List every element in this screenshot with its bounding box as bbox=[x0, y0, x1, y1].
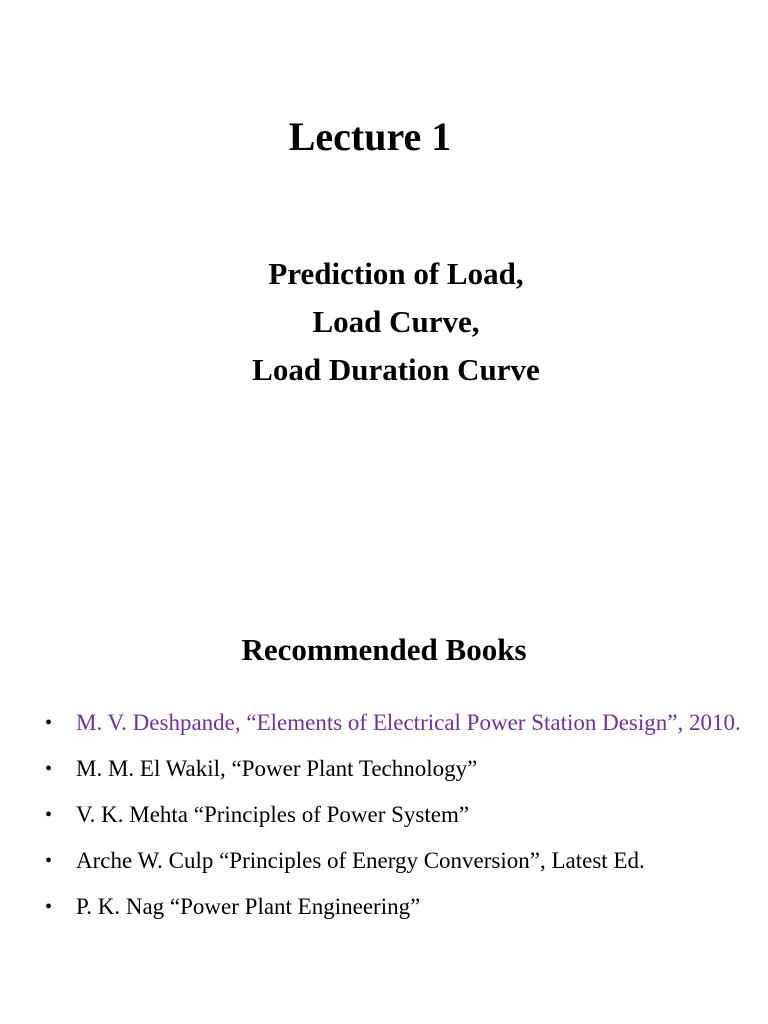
book-item-deshpande bbox=[0, 700, 768, 746]
lecture-topics bbox=[0, 250, 768, 394]
topic-load-curve: Load Curve, bbox=[312, 304, 480, 339]
book-item-culp bbox=[0, 838, 768, 884]
book-item-nag bbox=[0, 884, 768, 930]
book-text: M. M. El Wakil, “Power Plant Technology” bbox=[76, 756, 478, 781]
bullet-icon: • bbox=[45, 850, 53, 872]
book-text: P. K. Nag “Power Plant Engineering” bbox=[76, 894, 421, 919]
book-item-el-wakil bbox=[0, 746, 768, 792]
book-text: V. K. Mehta “Principles of Power System” bbox=[76, 802, 470, 827]
bullet-icon: • bbox=[45, 896, 53, 918]
book-text: M. V. Deshpande, “Elements of Electrical Power Station Design”, 2010. bbox=[76, 710, 741, 735]
book-item-mehta bbox=[0, 792, 768, 838]
topic-prediction-of-load: Prediction of Load, bbox=[268, 256, 524, 291]
book-text: Arche W. Culp “Principles of Energy Conversion”, Latest Ed. bbox=[76, 848, 645, 873]
recommended-books-list bbox=[0, 700, 768, 930]
bullet-icon: • bbox=[45, 712, 53, 734]
topic-load-duration-curve: Load Duration Curve bbox=[252, 352, 540, 387]
lecture-title: Lecture 1 bbox=[288, 114, 452, 159]
bullet-icon: • bbox=[45, 758, 53, 780]
recommended-books-heading: Recommended Books bbox=[241, 632, 527, 667]
bullet-icon: • bbox=[45, 804, 53, 826]
